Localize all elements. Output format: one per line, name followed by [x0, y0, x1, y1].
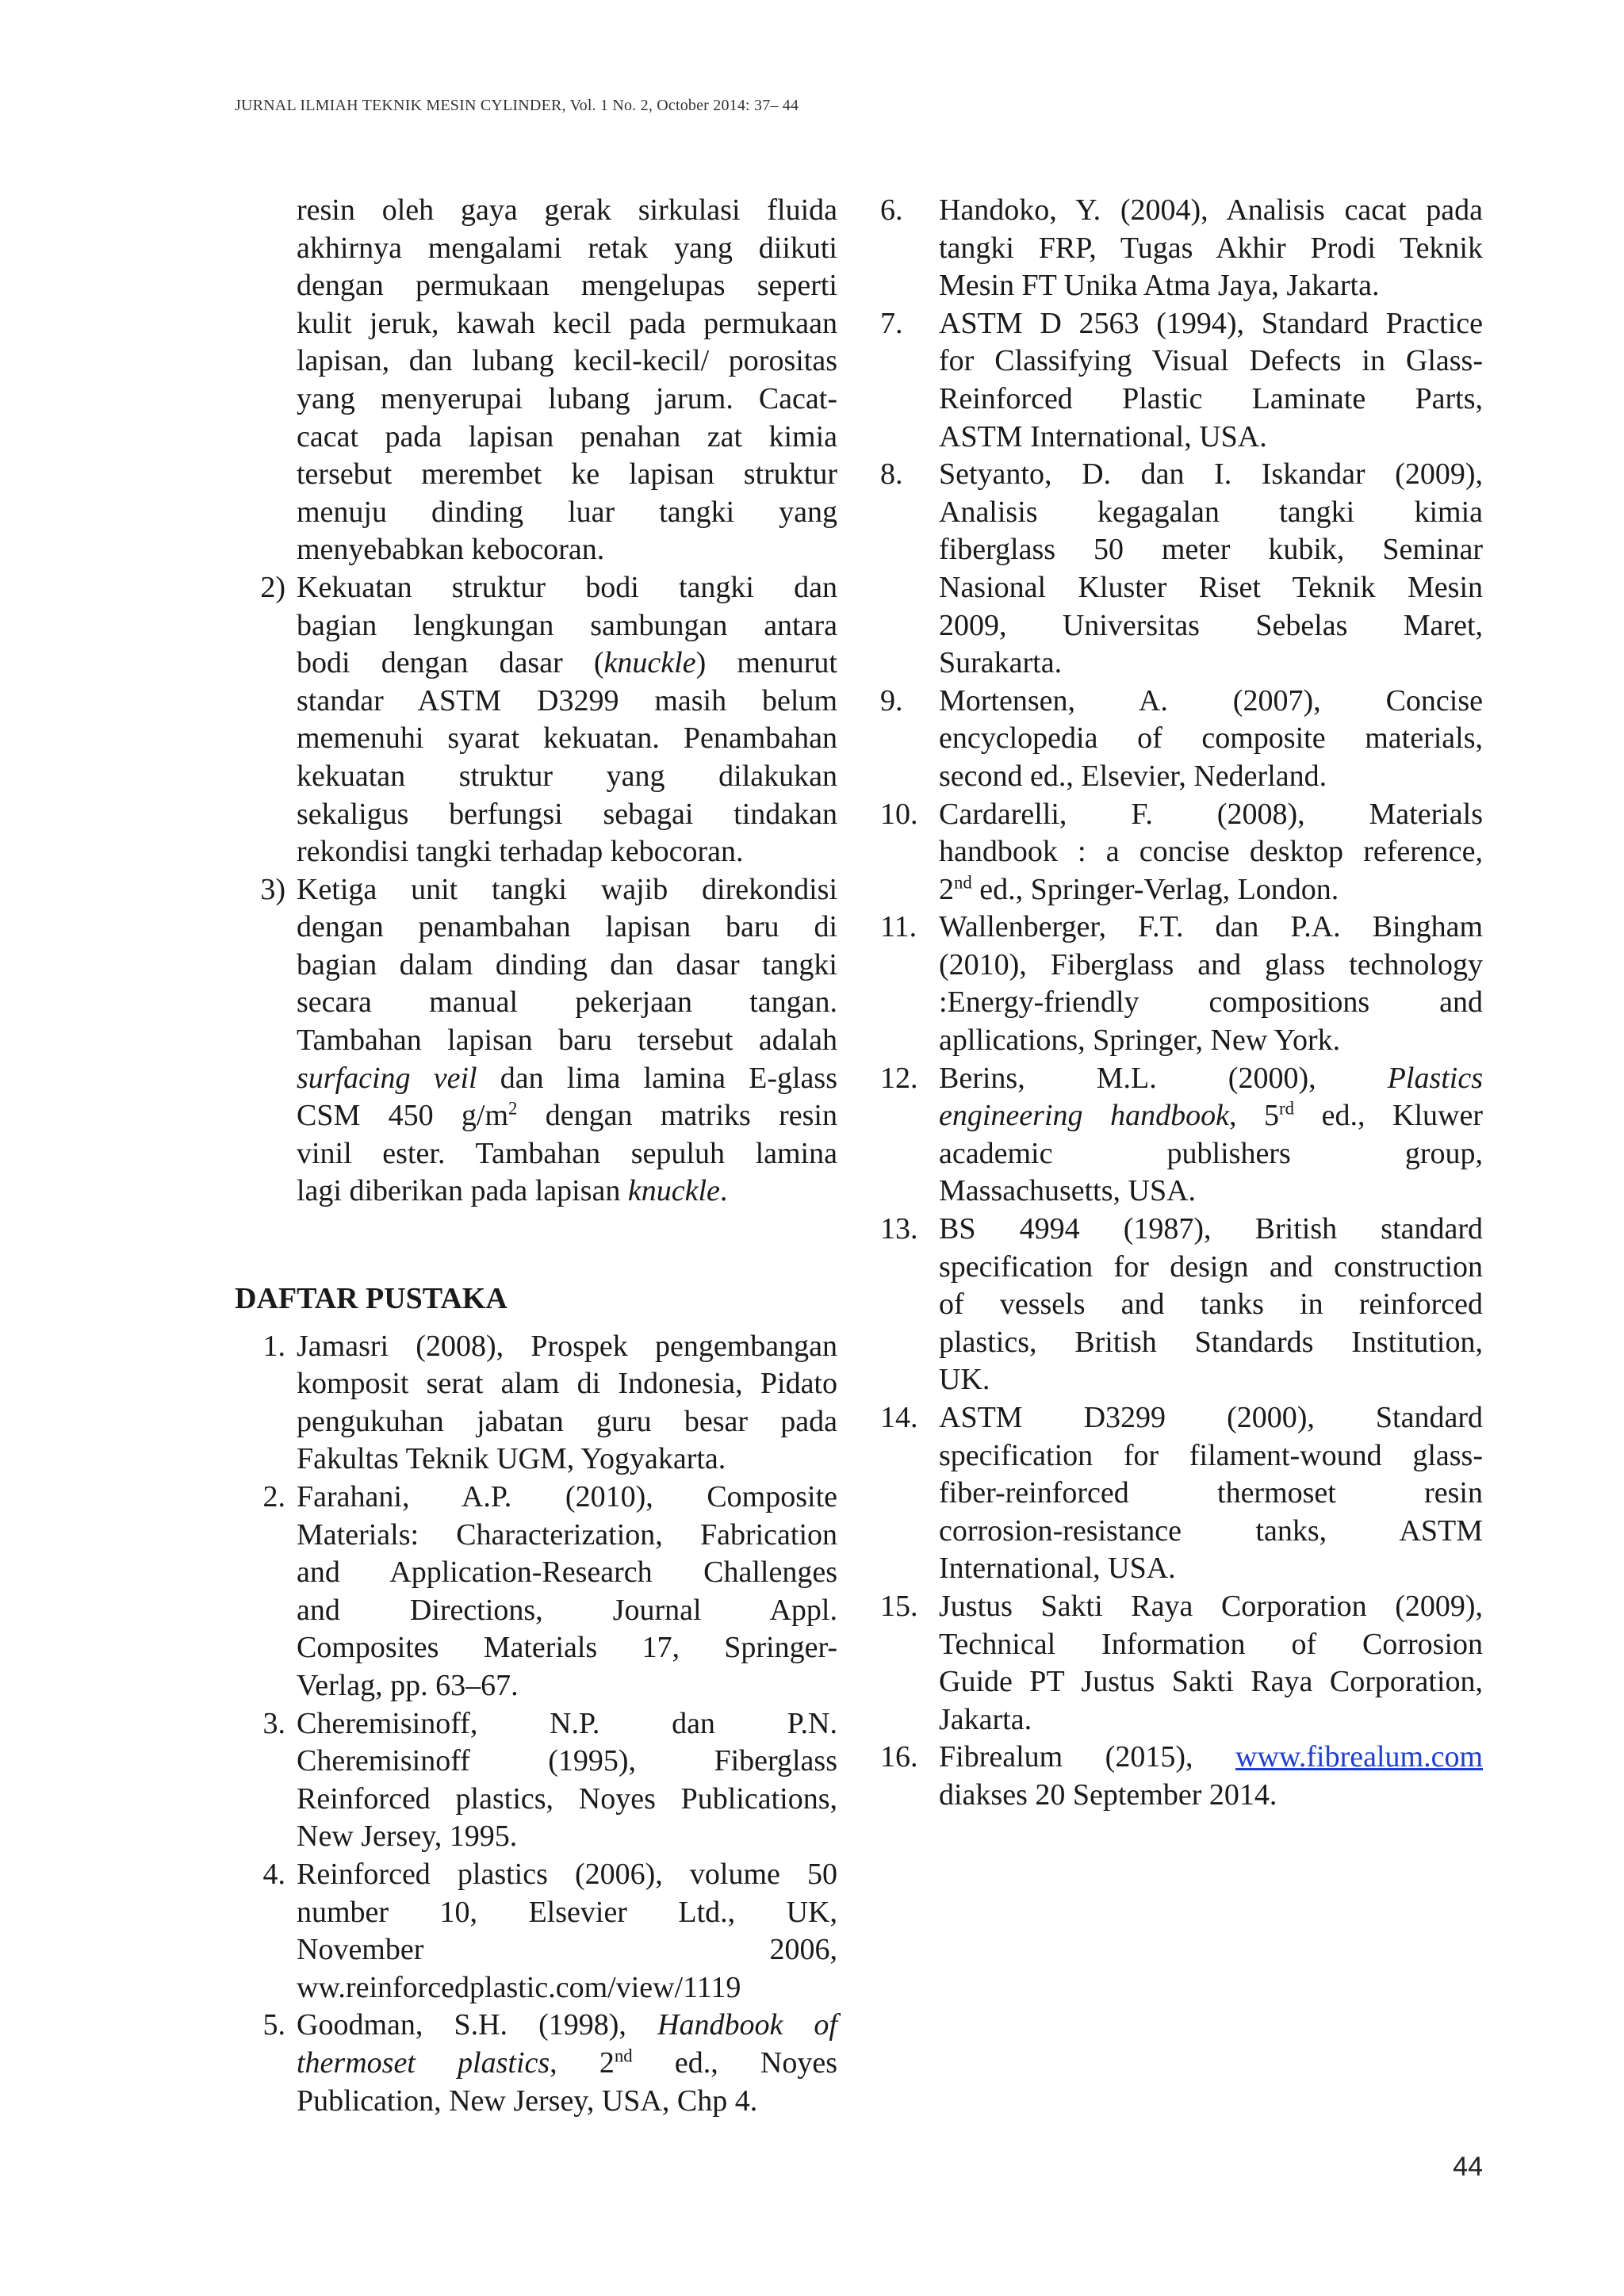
text-line: bagian lengkungan sambungan antara [297, 608, 837, 642]
text-line: menuju dinding luar tangki yang [297, 495, 837, 529]
text-line: apllications, Springer, New York. [939, 1024, 1341, 1058]
text-line: number 10, Elsevier Ltd., UK, [297, 1895, 837, 1929]
text-line: New Jersey, 1995. [297, 1820, 518, 1854]
reference-item-11 [880, 909, 1483, 1059]
reference-number: 2. [262, 1480, 285, 1513]
text-line: bodi dengan dasar (knuckle) menurut [297, 646, 837, 680]
text-line: Mortensen, A. (2007), Concise [939, 683, 1483, 718]
text-line: Analisis kegagalan tangki kimia [939, 495, 1483, 529]
reference-item-1 [235, 1328, 837, 1479]
right-column [880, 192, 1483, 1815]
finding-item-2 [235, 569, 837, 871]
reference-number: 15. [880, 1589, 918, 1623]
text-line: ASTM D3299 (2000), Standard [939, 1401, 1483, 1434]
text-line: ww.reinforcedplastic.com/view/1119 [297, 1970, 741, 2004]
text-line: specification for design and construction [939, 1249, 1483, 1284]
reference-item-4 [235, 1856, 837, 2007]
text-span: ed., Springer-Verlag, London. [971, 872, 1339, 906]
text-line: International, USA. [939, 1552, 1176, 1586]
text-span: CSM 450 g/m [297, 1099, 509, 1133]
reference-item-16 [880, 1739, 1483, 1814]
reference-number: 4. [262, 1857, 285, 1891]
text-line: komposit serat alam di Indonesia, Pidato [297, 1367, 837, 1401]
text-line: Publication, New Jersey, USA, Chp 4. [297, 2084, 758, 2118]
text-span: , 5 [1228, 1099, 1280, 1133]
text-line: Jakarta. [939, 1702, 1032, 1736]
text-line: Tambahan lapisan baru tersebut adalah [297, 1024, 837, 1058]
text-line: vinil ester. Tambahan sepuluh lamina [297, 1136, 837, 1170]
text-line: Reinforced Plastic Laminate Parts, [939, 381, 1483, 415]
reference-item-12 [880, 1060, 1483, 1211]
text-span: Goodman, S.H. (1998), [297, 2008, 658, 2042]
reference-number: 13. [880, 1212, 918, 1246]
text-line: bagian dalam dinding dan dasar tangki [297, 947, 837, 982]
finding-item-3 [235, 871, 837, 1211]
text-span: dan lima lamina E-glass [477, 1061, 837, 1095]
finding-number: 3) [260, 872, 285, 906]
text-line: memenuhi syarat kekuatan. Penambahan [297, 721, 837, 756]
text-line: Kekuatan struktur bodi tangki dan [297, 570, 837, 604]
text-line: :Energy-friendly compositions and [939, 985, 1483, 1020]
text-line: Fakultas Teknik UGM, Yogyakarta. [297, 1442, 726, 1476]
text-line: fiberglass 50 meter kubik, Seminar [939, 533, 1483, 567]
text-line [939, 1739, 1483, 1777]
continuation-paragraph [235, 192, 837, 569]
reference-item-3 [235, 1705, 837, 1856]
reference-item-8 [880, 456, 1483, 683]
text-line: akhirnya mengalami retak yang diikuti [297, 231, 837, 265]
text-line: secara manual pekerjaan tangan. [297, 985, 837, 1020]
reference-number: 12. [880, 1061, 918, 1095]
text-line: November 2006, [297, 1933, 837, 1967]
book-title: Handbook of [657, 2008, 837, 2042]
text-line: kekuatan struktur yang dilakukan [297, 759, 837, 793]
text-line: Setyanto, D. dan I. Iskandar (2009), [939, 457, 1483, 492]
reference-item-6 [880, 192, 1483, 305]
text-line: tersebut merembet ke lapisan struktur [297, 457, 837, 492]
text-line: dengan penambahan lapisan baru di [297, 910, 837, 944]
text-line: Wallenberger, F.T. dan P.A. Bingham [939, 910, 1483, 944]
reference-number: 6. [880, 193, 903, 227]
text-line: Jamasri (2008), Prospek pengembangan [297, 1329, 837, 1363]
superscript: nd [954, 872, 972, 893]
italic-term: surfacing veil [297, 1061, 477, 1095]
text-line: Handoko, Y. (2004), Analisis cacat pada [939, 193, 1483, 227]
text-line [939, 871, 1483, 909]
text-line: yang menyerupai lubang jarum. Cacat- [297, 381, 837, 415]
reference-number: 9. [880, 683, 903, 718]
superscript: 2 [508, 1098, 518, 1119]
reference-number: 7. [880, 306, 903, 340]
text-line: UK. [939, 1363, 990, 1397]
fibrealum-link[interactable]: www.fibrealum.com [1235, 1740, 1483, 1774]
text-line: Reinforced plastics (2006), volume 50 [297, 1857, 837, 1891]
text-line: Justus Sakti Raya Corporation (2009), [939, 1589, 1483, 1623]
text-line: cacat pada lapisan penahan zat kimia [297, 419, 837, 453]
superscript: nd [614, 2045, 633, 2066]
reference-item-13 [880, 1211, 1483, 1399]
text-line: diakses 20 September 2014. [939, 1777, 1277, 1812]
text-line: Reinforced plastics, Noyes Publications, [297, 1781, 837, 1816]
reference-number: 1. [262, 1329, 285, 1363]
text-line: pengukuhan jabatan guru besar pada [297, 1404, 837, 1438]
text-span: lagi diberikan pada lapisan [297, 1174, 628, 1208]
text-span: 2 [939, 872, 954, 906]
text-line: ASTM International, USA. [939, 419, 1267, 453]
text-line [297, 2045, 837, 2083]
text-span: , 2 [550, 2045, 615, 2080]
text-line: standar ASTM D3299 masih belum [297, 683, 837, 718]
text-line [297, 2007, 837, 2045]
text-line: handbook : a concise desktop reference, [939, 835, 1483, 869]
reference-number: 16. [880, 1740, 918, 1774]
text-line: dengan permukaan mengelupas seperti [297, 269, 837, 303]
text-line: (2010), Fiberglass and glass technology [939, 947, 1483, 982]
text-line: and Directions, Journal Appl. [297, 1593, 837, 1627]
text-line: of vessels and tanks in reinforced [939, 1288, 1483, 1322]
book-title: thermoset plastics [297, 2045, 550, 2080]
text-line: Ketiga unit tangki wajib direkondisi [297, 872, 837, 906]
text-line: Nasional Kluster Riset Teknik Mesin [939, 570, 1483, 604]
text-line: Surakarta. [939, 646, 1063, 680]
reference-item-5 [235, 2007, 837, 2120]
finding-number: 2) [260, 570, 285, 604]
text-line: rekondisi tangki terhadap kebocoran. [297, 835, 744, 869]
text-line: ASTM D 2563 (1994), Standard Practice [939, 306, 1483, 340]
reference-number: 8. [880, 457, 903, 492]
text-span: dengan matriks resin [517, 1099, 837, 1133]
text-line: Cheremisinoff (1995), Fiberglass [297, 1744, 837, 1778]
text-line: academic publishers group, [939, 1136, 1483, 1170]
text-line [939, 1097, 1483, 1135]
text-span: ed., Noyes [632, 2045, 837, 2080]
text-line: menyebabkan kebocoran. [297, 533, 605, 567]
text-line: Composites Materials 17, Springer- [297, 1631, 837, 1665]
text-line: encyclopedia of composite materials, [939, 721, 1483, 756]
page-number: 44 [1453, 2152, 1483, 2182]
reference-item-9 [880, 683, 1483, 796]
text-span: ed., Kluwer [1294, 1099, 1484, 1133]
text-span: Berins, M.L. (2000), [939, 1061, 1388, 1095]
text-line: Guide PT Justus Sakti Raya Corporation, [939, 1665, 1483, 1699]
reference-number: 14. [880, 1401, 918, 1434]
reference-number: 3. [262, 1706, 285, 1740]
reference-item-10 [880, 796, 1483, 909]
text-line: Cardarelli, F. (2008), Materials [939, 797, 1483, 831]
text-line: and Application-Research Challenges [297, 1556, 837, 1590]
reference-number: 10. [880, 797, 918, 831]
text-line: BS 4994 (1987), British standard [939, 1212, 1483, 1246]
running-header: JURNAL ILMIAH TEKNIK MESIN CYLINDER, Vol. 1 No. 2, October 2014: 37– 44 [235, 97, 799, 114]
reference-number: 5. [262, 2008, 285, 2042]
text-line: Cheremisinoff, N.P. dan P.N. [297, 1706, 837, 1740]
section-heading: DAFTAR PUSTAKA [235, 1282, 508, 1316]
text-line: for Classifying Visual Defects in Glass- [939, 344, 1483, 378]
text-line [297, 1060, 837, 1098]
text-line: fiber-reinforced thermoset resin [939, 1476, 1483, 1510]
text-line: kulit jeruk, kawah kecil pada permukaan [297, 306, 837, 340]
text-line: Mesin FT Unika Atma Jaya, Jakarta. [939, 269, 1380, 303]
book-title: engineering handbook [939, 1099, 1229, 1133]
text-line: Farahani, A.P. (2010), Composite [297, 1480, 837, 1513]
reference-item-2 [235, 1479, 837, 1705]
superscript: rd [1279, 1098, 1295, 1119]
text-line: Materials: Characterization, Fabrication [297, 1517, 837, 1552]
reference-item-15 [880, 1588, 1483, 1739]
text-line: 2009, Universitas Sebelas Maret, [939, 608, 1483, 642]
text-line: tangki FRP, Tugas Akhir Prodi Teknik [939, 231, 1483, 265]
text-line [297, 1173, 837, 1211]
text-span: Fibrealum (2015), [939, 1740, 1235, 1774]
text-line: Technical Information of Corrosion [939, 1627, 1483, 1661]
reference-number: 11. [880, 910, 917, 944]
text-line: corrosion-resistance tanks, ASTM [939, 1513, 1483, 1548]
text-line: Verlag, pp. 63–67. [297, 1668, 519, 1702]
knuckle-term: knuckle [603, 646, 696, 680]
italic-term: knuckle [627, 1174, 720, 1208]
text-line: sekaligus berfungsi sebagai tindakan [297, 797, 837, 831]
text-line: lapisan, dan lubang kecil-kecil/ porositas [297, 344, 837, 378]
text-line [939, 1060, 1483, 1098]
text-line: specification for filament-wound glass- [939, 1438, 1483, 1472]
left-column [235, 192, 837, 2120]
text-line [297, 1097, 837, 1135]
reference-item-7 [880, 305, 1483, 456]
book-title: Plastics [1387, 1061, 1483, 1095]
text-line: resin oleh gaya gerak sirkulasi fluida [297, 193, 837, 227]
reference-item-14 [880, 1399, 1483, 1588]
text-line: second ed., Elsevier, Nederland. [939, 759, 1327, 793]
text-line: Massachusetts, USA. [939, 1174, 1197, 1208]
text-span: . [719, 1174, 728, 1208]
text-line: plastics, British Standards Institution, [939, 1325, 1483, 1359]
